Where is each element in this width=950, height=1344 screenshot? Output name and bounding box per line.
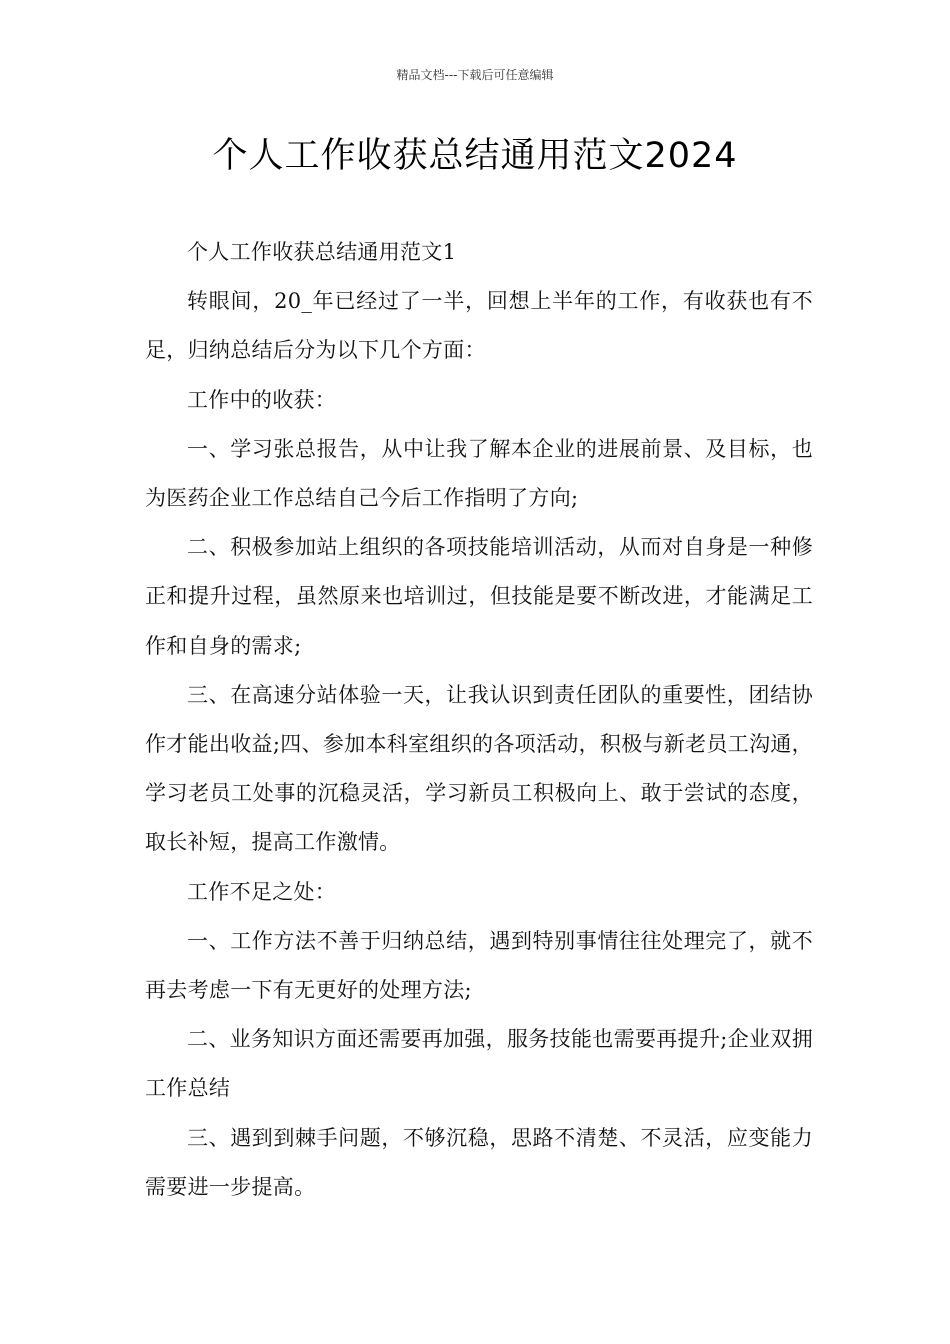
- paragraph: 二、业务知识方面还需要再加强，服务技能也需要再提升;企业双拥工作总结: [145, 1027, 813, 1101]
- paragraph: 个人工作收获总结通用范文1: [187, 240, 457, 264]
- paragraph: 三、在高速分站体验一天，让我认识到责任团队的重要性，团结协作才能出收益;四、参加本科室组织的各项活动，积极与新老员工沟通，学习老员工处事的沉稳灵活，学习新员工积极向上、敢于尝试的态度，取长补短，提高工作激情。: [145, 682, 813, 855]
- paragraph: 工作不足之处：: [187, 879, 337, 904]
- paragraph: 一、工作方法不善于归纳总结，遇到特别事情往往处理完了，就不再去考虑一下有无更好的处理方法;: [145, 928, 813, 1003]
- header-note: 精品文档---下载后可任意编辑: [396, 68, 554, 82]
- paragraph: 三、遇到到棘手问题，不够沉稳，思路不清楚、不灵活，应变能力需要进一步提高。: [145, 1125, 813, 1199]
- document-title: 个人工作收获总结通用范文2024: [212, 136, 738, 176]
- paragraph: 转眼间，20_年已经过了一半，回想上半年的工作，有收获也有不足，归纳总结后分为以下几个方面：: [145, 289, 813, 363]
- paragraph: 工作中的收获：: [187, 387, 337, 412]
- paragraph: 二、积极参加站上组织的各项技能培训活动，从而对自身是一种修正和提升过程，虽然原来也培训过，但技能是要不断改进，才能满足工作和自身的需求;: [145, 535, 813, 658]
- paragraph: 一、学习张总报告，从中让我了解本企业的进展前景、及目标，也为医药企业工作总结自己今后工作指明了方向;: [145, 436, 813, 511]
- document-body: [145, 228, 813, 1212]
